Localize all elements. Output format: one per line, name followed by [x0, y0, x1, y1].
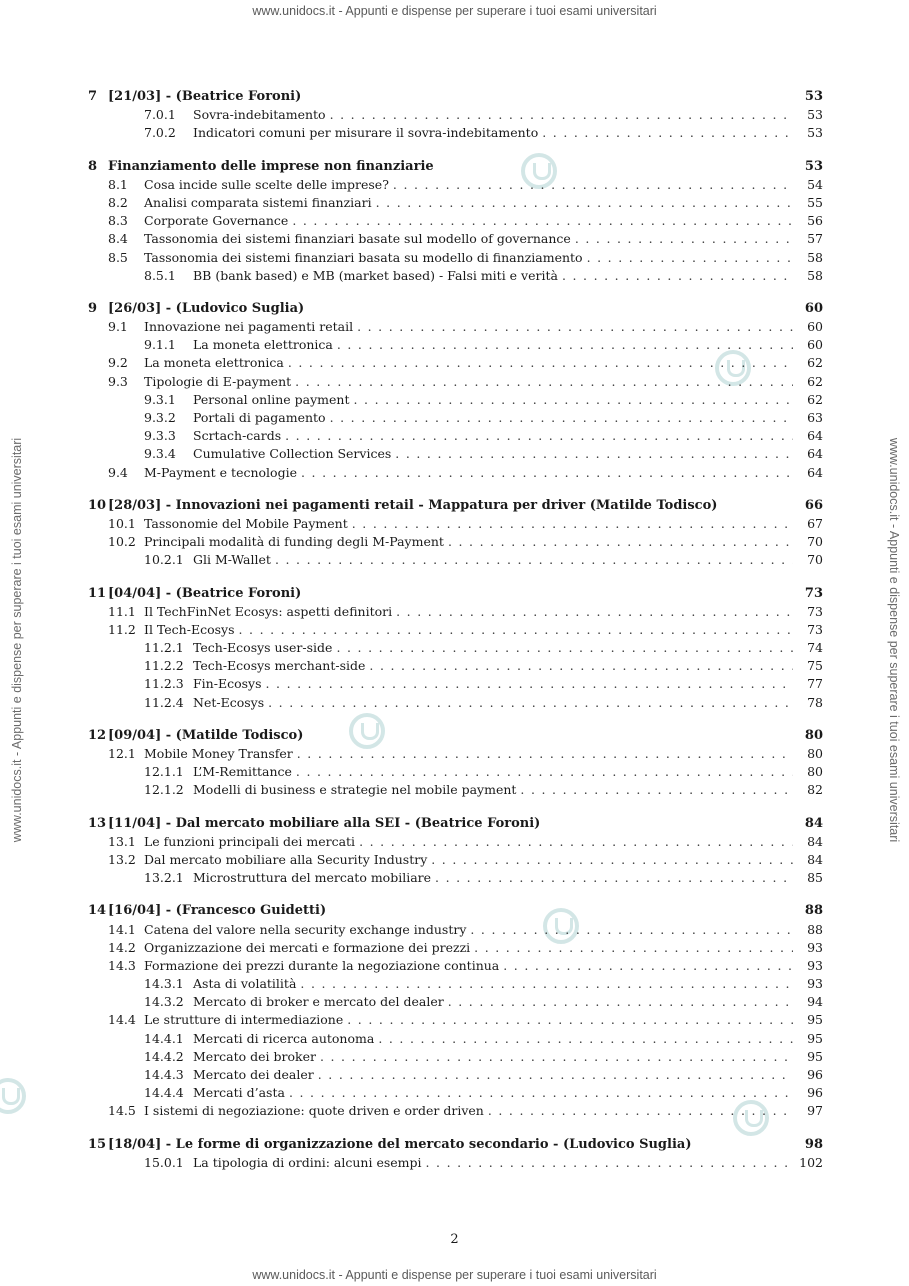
entry-number: 13.2 — [108, 851, 136, 867]
chapter-number: 12 — [88, 727, 107, 743]
entry-page: 94 — [807, 994, 823, 1010]
dot-leader — [393, 176, 793, 194]
entry-title: Innovazione nei pagamenti retail — [144, 319, 354, 335]
dot-leader — [396, 603, 793, 621]
toc-chapter-section — [88, 727, 823, 800]
entry-number: 14.4 — [108, 1012, 136, 1028]
chapter-number: 13 — [88, 815, 107, 831]
dot-leader — [301, 464, 793, 482]
dot-leader — [357, 318, 793, 336]
entry-title: Tassonomia dei sistemi finanziari basata su modello di finanziamento — [144, 249, 583, 265]
chapter-page: 66 — [804, 497, 823, 513]
entry-number: 7.0.1 — [144, 107, 176, 123]
entry-number: 14.4.4 — [144, 1085, 184, 1101]
dot-leader — [431, 851, 793, 869]
entry-title: Modelli di business e strategie nel mobile payment — [193, 782, 517, 798]
entry-number: 12.1.1 — [144, 764, 184, 780]
entry-number: 11.1 — [108, 603, 136, 619]
entry-number: 10.2.1 — [144, 552, 184, 568]
toc-subsection-entry[interactable] — [88, 1048, 823, 1066]
entry-number: 9.2 — [108, 355, 128, 371]
chapter-page: 80 — [804, 727, 823, 743]
entry-number: 14.4.2 — [144, 1048, 184, 1064]
dot-leader — [239, 621, 794, 639]
entry-page: 55 — [807, 194, 823, 210]
dot-leader — [300, 975, 793, 993]
right-side-watermark: www.unidocs.it - Appunti e dispense per superare i tuoi esami universitari — [887, 437, 901, 843]
entry-number: 11.2.1 — [144, 640, 184, 656]
entry-number: 7.0.2 — [144, 125, 176, 141]
dot-leader — [288, 354, 793, 372]
entry-page: 62 — [807, 391, 823, 407]
entry-number: 8.5.1 — [144, 267, 176, 283]
toc-subsection-entry[interactable] — [88, 657, 823, 675]
entry-number: 11.2.3 — [144, 676, 184, 692]
entry-title: Tipologie di E-payment — [144, 373, 292, 389]
entry-title: Portali di pagamento — [193, 410, 326, 425]
entry-page: 77 — [807, 676, 823, 692]
dot-leader — [292, 212, 793, 230]
entry-page: 60 — [807, 319, 823, 335]
toc-subsection-entry[interactable] — [88, 409, 823, 427]
entry-page: 74 — [807, 640, 823, 656]
entry-number: 8.5 — [108, 249, 128, 265]
toc-chapter-section — [88, 902, 823, 1120]
toc-subsection-entry[interactable] — [88, 267, 823, 285]
toc-section-entry[interactable] — [88, 833, 823, 851]
dot-leader — [330, 409, 793, 427]
toc-section-entry[interactable] — [88, 318, 823, 336]
chapter-number: 7 — [88, 89, 98, 104]
entry-title: Mercato dei broker — [193, 1048, 316, 1064]
toc-chapter-section — [88, 585, 823, 712]
dot-leader — [542, 124, 793, 142]
entry-title: Personal online payment — [193, 391, 350, 407]
toc-chapter-section — [88, 88, 823, 143]
toc-section-entry[interactable] — [88, 194, 823, 212]
entry-page: 80 — [807, 746, 823, 761]
entry-title: Analisi comparata sistemi finanziari — [144, 194, 372, 210]
entry-page: 62 — [807, 373, 823, 389]
entry-title: Tassonomie del Mobile Payment — [144, 515, 348, 531]
toc-chapter-entry[interactable] — [88, 158, 823, 176]
dot-leader — [369, 657, 793, 675]
toc-subsection-entry[interactable] — [88, 694, 823, 712]
left-side-watermark: www.unidocs.it - Appunti e dispense per superare i tuoi esami universitari — [10, 437, 24, 843]
entry-page: 62 — [807, 355, 823, 371]
toc-section-entry[interactable] — [88, 230, 823, 248]
entry-title: Dal mercato mobiliare alla Security Industry — [144, 851, 428, 867]
dot-leader — [488, 1102, 793, 1120]
toc-section-entry[interactable] — [88, 515, 823, 533]
entry-number: 12.1 — [108, 746, 136, 761]
toc-chapter-entry[interactable] — [88, 585, 823, 603]
entry-number: 14.4.1 — [144, 1030, 184, 1046]
dot-leader — [297, 745, 793, 763]
entry-number: 11.2.4 — [144, 694, 184, 710]
entry-title: La tipologia di ordini: alcuni esempi — [193, 1154, 422, 1170]
toc-chapter-entry[interactable] — [88, 88, 823, 106]
entry-page: 54 — [807, 176, 823, 192]
entry-title: Net-Ecosys — [193, 694, 265, 710]
entry-page: 78 — [807, 694, 823, 710]
chapter-title: [11/04] - Dal mercato mobiliare alla SEI - (Beatrice Foroni) — [108, 815, 541, 831]
dot-leader — [336, 639, 793, 657]
chapter-number: 14 — [88, 903, 107, 919]
dot-leader — [330, 106, 793, 124]
entry-title: Mercato di broker e mercato del dealer — [193, 994, 444, 1010]
toc-subsection-entry[interactable] — [88, 1030, 823, 1048]
chapter-page: 60 — [804, 300, 823, 316]
toc-chapter-section — [88, 815, 823, 888]
entry-number: 14.3.2 — [144, 994, 184, 1010]
entry-page: 82 — [807, 782, 823, 798]
dot-leader — [435, 869, 793, 887]
dot-leader — [587, 249, 793, 267]
footer-watermark-banner: www.unidocs.it - Appunti e dispense per superare i tuoi esami universitari — [252, 1268, 657, 1282]
page-number: 2 — [450, 1232, 459, 1247]
entry-number: 9.4 — [108, 464, 128, 480]
entry-page: 95 — [807, 1012, 823, 1028]
toc-section-entry[interactable] — [88, 1011, 823, 1029]
entry-page: 96 — [807, 1067, 823, 1082]
toc-section-entry[interactable] — [88, 621, 823, 639]
entry-title: BB (bank based) e MB (market based) - Falsi miti e verità — [193, 267, 558, 283]
toc-subsection-entry[interactable] — [88, 551, 823, 569]
toc-subsection-entry[interactable] — [88, 639, 823, 657]
toc-section-entry[interactable] — [88, 851, 823, 869]
chapter-title: [28/03] - Innovazioni nei pagamenti retail - Mappatura per driver (Matilde Todisco) — [108, 497, 718, 513]
dot-leader — [352, 515, 793, 533]
entry-number: 12.1.2 — [144, 782, 184, 798]
entry-number: 9.1 — [108, 319, 128, 335]
toc-chapter-section — [88, 1136, 823, 1172]
entry-title: M-Payment e tecnologie — [144, 464, 297, 480]
entry-number: 8.3 — [108, 213, 128, 229]
entry-page: 70 — [807, 534, 823, 550]
dot-leader — [296, 763, 793, 781]
entry-page: 95 — [807, 1048, 823, 1064]
chapter-number: 15 — [88, 1136, 107, 1152]
entry-number: 10.2 — [108, 534, 136, 550]
entry-title: Le strutture di intermediazione — [144, 1012, 344, 1028]
entry-number: 14.4.3 — [144, 1067, 184, 1082]
entry-number: 9.3.3 — [144, 428, 176, 444]
entry-page: 53 — [807, 125, 823, 141]
dot-leader — [575, 230, 793, 248]
entry-title: Le funzioni principali dei mercati — [144, 833, 356, 849]
entry-title: Tech-Ecosys user-side — [193, 640, 333, 656]
entry-number: 11.2 — [108, 621, 136, 637]
entry-number: 13.2.1 — [144, 870, 184, 886]
table-of-contents — [88, 88, 823, 1187]
dot-leader — [268, 694, 793, 712]
entry-page: 56 — [807, 213, 823, 229]
entry-page: 63 — [807, 410, 823, 425]
entry-page: 53 — [807, 107, 823, 123]
entry-number: 9.3 — [108, 373, 128, 389]
entry-page: 58 — [807, 249, 823, 265]
entry-title: Cumulative Collection Services — [193, 446, 392, 462]
entry-title: Tech-Ecosys merchant-side — [193, 658, 366, 674]
chapter-page: 53 — [804, 89, 823, 104]
toc-subsection-entry[interactable] — [88, 1084, 823, 1102]
entry-title: Il Tech-Ecosys — [144, 621, 235, 637]
entry-number: 9.3.1 — [144, 391, 176, 407]
dot-leader — [376, 194, 793, 212]
toc-section-entry[interactable] — [88, 176, 823, 194]
toc-section-entry[interactable] — [88, 249, 823, 267]
toc-chapter-section — [88, 497, 823, 570]
toc-section-entry[interactable] — [88, 745, 823, 763]
dot-leader — [378, 1030, 793, 1048]
entry-page: 67 — [807, 515, 823, 531]
toc-subsection-entry[interactable] — [88, 1066, 823, 1084]
entry-title: Cosa incide sulle scelte delle imprese? — [144, 176, 389, 192]
entry-page: 102 — [799, 1154, 823, 1170]
toc-subsection-entry[interactable] — [88, 427, 823, 445]
entry-page: 70 — [807, 552, 823, 568]
toc-chapter-entry[interactable] — [88, 300, 823, 318]
entry-number: 8.2 — [108, 194, 128, 210]
entry-title: Mercato dei dealer — [193, 1067, 314, 1082]
toc-chapter-section — [88, 300, 823, 482]
entry-page: 93 — [807, 939, 823, 955]
entry-number: 10.1 — [108, 515, 136, 531]
entry-title: Il TechFinNet Ecosys: aspetti definitori — [144, 603, 393, 619]
toc-subsection-entry[interactable] — [88, 781, 823, 799]
dot-leader — [562, 267, 793, 285]
entry-title: Scrtach-cards — [193, 428, 282, 444]
entry-page: 80 — [807, 764, 823, 780]
toc-section-entry[interactable] — [88, 921, 823, 939]
chapter-page: 88 — [804, 903, 823, 919]
dot-leader — [520, 781, 793, 799]
toc-chapter-section — [88, 158, 823, 285]
chapter-title: [18/04] - Le forme di organizzazione del mercato secondario - (Ludovico Suglia) — [108, 1136, 692, 1152]
header-watermark-banner: www.unidocs.it - Appunti e dispense per superare i tuoi esami universitari — [252, 4, 657, 18]
watermark-logo-icon — [0, 1078, 26, 1114]
entry-number: 9.3.4 — [144, 446, 176, 462]
entry-number: 14.2 — [108, 939, 136, 955]
chapter-number: 8 — [88, 158, 98, 174]
entry-page: 60 — [807, 337, 823, 353]
toc-section-entry[interactable] — [88, 373, 823, 391]
chapter-number: 10 — [88, 497, 107, 513]
toc-chapter-entry[interactable] — [88, 497, 823, 515]
chapter-title: [26/03] - (Ludovico Suglia) — [108, 300, 305, 316]
entry-title: Fin-Ecosys — [193, 676, 262, 692]
entry-page: 73 — [807, 621, 823, 637]
dot-leader — [359, 833, 793, 851]
toc-section-entry[interactable] — [88, 212, 823, 230]
entry-number: 15.0.1 — [144, 1154, 184, 1170]
toc-subsection-entry[interactable] — [88, 1154, 823, 1172]
dot-leader — [474, 939, 793, 957]
entry-title: Principali modalità di funding degli M-Payment — [144, 534, 444, 550]
dot-leader — [337, 336, 793, 354]
entry-page: 93 — [807, 957, 823, 973]
chapter-title: [04/04] - (Beatrice Foroni) — [108, 585, 302, 601]
entry-title: Organizzazione dei mercati e formazione dei prezzi — [144, 939, 471, 955]
toc-section-entry[interactable] — [88, 957, 823, 975]
entry-title: Sovra-indebitamento — [193, 107, 326, 123]
toc-section-entry[interactable] — [88, 603, 823, 621]
entry-page: 85 — [807, 870, 823, 886]
entry-title: Tassonomia dei sistemi finanziari basate sul modello of governance — [144, 231, 571, 247]
entry-page: 58 — [807, 267, 823, 283]
entry-page: 64 — [807, 464, 823, 480]
entry-title: Indicatori comuni per misurare il sovra-indebitamento — [193, 125, 539, 141]
entry-number: 9.3.2 — [144, 410, 176, 425]
entry-title: Mercati d’asta — [193, 1085, 285, 1101]
toc-subsection-entry[interactable] — [88, 763, 823, 781]
toc-subsection-entry[interactable] — [88, 391, 823, 409]
dot-leader — [470, 921, 793, 939]
entry-page: 97 — [807, 1103, 823, 1119]
dot-leader — [289, 1084, 793, 1102]
dot-leader — [295, 373, 793, 391]
chapter-page: 53 — [804, 158, 823, 174]
entry-title: Mobile Money Transfer — [144, 746, 293, 761]
entry-page: 84 — [807, 833, 823, 849]
entry-page: 64 — [807, 428, 823, 444]
entry-page: 84 — [807, 851, 823, 867]
entry-title: Microstruttura del mercato mobiliare — [193, 870, 432, 886]
toc-section-entry[interactable] — [88, 464, 823, 482]
toc-subsection-entry[interactable] — [88, 106, 823, 124]
dot-leader — [353, 391, 793, 409]
entry-title: Mercati di ricerca autonoma — [193, 1030, 375, 1046]
toc-chapter-entry[interactable] — [88, 902, 823, 920]
entry-number: 11.2.2 — [144, 658, 184, 674]
entry-title: La moneta elettronica — [144, 355, 284, 371]
entry-title: Asta di volatilità — [193, 976, 297, 992]
dot-leader — [395, 445, 793, 463]
dot-leader — [448, 993, 793, 1011]
chapter-page: 73 — [804, 585, 823, 601]
entry-page: 95 — [807, 1030, 823, 1046]
entry-number: 14.1 — [108, 921, 136, 937]
chapter-page: 84 — [804, 815, 823, 831]
entry-number: 8.4 — [108, 231, 128, 247]
dot-leader — [318, 1066, 793, 1084]
entry-page: 64 — [807, 446, 823, 462]
entry-page: 73 — [807, 603, 823, 619]
chapter-page: 98 — [804, 1136, 823, 1152]
entry-title: Formazione dei prezzi durante la negoziazione continua — [144, 957, 500, 973]
dot-leader — [285, 427, 793, 445]
toc-subsection-entry[interactable] — [88, 336, 823, 354]
toc-subsection-entry[interactable] — [88, 993, 823, 1011]
toc-subsection-entry[interactable] — [88, 869, 823, 887]
entry-title: Gli M-Wallet — [193, 552, 271, 568]
toc-section-entry[interactable] — [88, 354, 823, 372]
entry-number: 14.3 — [108, 957, 136, 973]
chapter-title: [21/03] - (Beatrice Foroni) — [108, 89, 302, 104]
dot-leader — [347, 1011, 793, 1029]
toc-subsection-entry[interactable] — [88, 675, 823, 693]
toc-subsection-entry[interactable] — [88, 445, 823, 463]
dot-leader — [275, 551, 793, 569]
entry-number: 14.3.1 — [144, 976, 184, 992]
toc-chapter-entry[interactable] — [88, 1136, 823, 1154]
toc-subsection-entry[interactable] — [88, 124, 823, 142]
dot-leader — [426, 1154, 793, 1172]
entry-number: 8.1 — [108, 176, 128, 192]
toc-subsection-entry[interactable] — [88, 975, 823, 993]
chapter-title: Finanziamento delle imprese non finanziarie — [108, 158, 434, 174]
entry-title: La moneta elettronica — [193, 337, 333, 353]
toc-section-entry[interactable] — [88, 939, 823, 957]
toc-section-entry[interactable] — [88, 1102, 823, 1120]
toc-chapter-entry[interactable] — [88, 815, 823, 833]
entry-number: 13.1 — [108, 833, 136, 849]
dot-leader — [448, 533, 793, 551]
entry-title: I sistemi di negoziazione: quote driven e order driven — [144, 1103, 484, 1119]
chapter-number: 9 — [88, 300, 98, 316]
entry-page: 93 — [807, 976, 823, 992]
entry-number: 14.5 — [108, 1103, 136, 1119]
entry-title: Catena del valore nella security exchange industry — [144, 921, 467, 937]
chapter-title: [09/04] - (Matilde Todisco) — [108, 727, 304, 743]
chapter-title: [16/04] - (Francesco Guidetti) — [108, 903, 327, 919]
chapter-number: 11 — [88, 585, 107, 601]
entry-number: 9.1.1 — [144, 337, 176, 353]
toc-chapter-entry[interactable] — [88, 727, 823, 745]
entry-page: 75 — [807, 658, 823, 674]
entry-page: 96 — [807, 1085, 823, 1101]
entry-page: 88 — [807, 921, 823, 937]
toc-section-entry[interactable] — [88, 533, 823, 551]
dot-leader — [503, 957, 793, 975]
entry-title: Corporate Governance — [144, 213, 289, 229]
dot-leader — [266, 675, 794, 693]
entry-page: 57 — [807, 231, 823, 247]
dot-leader — [320, 1048, 793, 1066]
entry-title: L’M-Remittance — [193, 764, 292, 780]
